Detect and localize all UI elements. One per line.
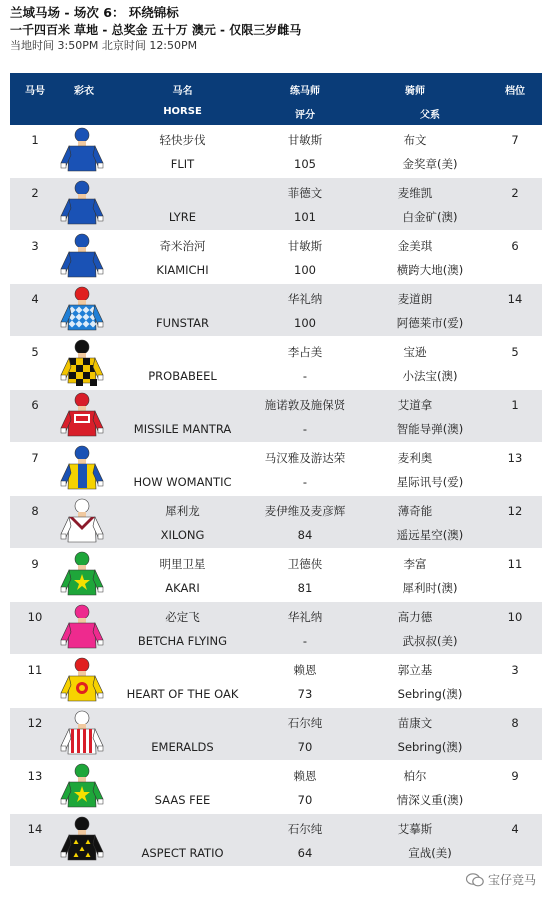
jockey-silk-icon: [58, 763, 110, 813]
table-row: [10, 284, 542, 337]
horse-name-cn: 奇米治河: [159, 239, 206, 253]
runner-number: 14: [27, 822, 43, 836]
race-time: 当地时间 3:50PM 北京时间 12:50PM: [10, 39, 198, 52]
barrier-draw: 10: [507, 610, 523, 624]
barrier-draw: 13: [507, 451, 523, 465]
horse-name-en: HEART OF THE OAK: [126, 687, 239, 701]
horse-name-cn: 明里卫星: [159, 557, 206, 571]
jockey: 布文: [403, 133, 427, 147]
rating: 100: [294, 316, 316, 330]
race-header: [10, 4, 301, 53]
jockey-silk-icon: [58, 498, 110, 548]
jockey-silk-icon: [58, 445, 110, 495]
col-num: 马号: [25, 86, 45, 97]
rating: -: [302, 475, 308, 489]
trainer: 卫德侠: [287, 557, 323, 571]
sire: 智能导弹(澳): [396, 422, 464, 436]
footer-brand: [466, 871, 536, 888]
table-row: [10, 125, 542, 178]
trainer: 施诺敦及施保贤: [264, 398, 346, 412]
trainer: 甘敏斯: [287, 239, 323, 253]
col-horse-en: HORSE: [163, 106, 202, 117]
brand-label: 宝仔竞马: [487, 873, 536, 887]
trainer: 赖恩: [293, 663, 317, 677]
jockey-silk-icon: [58, 286, 110, 336]
trainer: 李占美: [287, 345, 323, 359]
rating: -: [302, 369, 308, 383]
racecard-table: [10, 73, 542, 867]
horse-name-en: AKARI: [165, 581, 200, 595]
barrier-draw: 3: [511, 663, 519, 677]
runner-number: 4: [31, 292, 39, 306]
jockey-silk-icon: [58, 180, 110, 230]
jockey-silk-icon: [58, 339, 110, 389]
barrier-draw: 7: [511, 133, 519, 147]
col-trainer: 练马师: [290, 86, 320, 97]
sire: 白金矿(澳): [402, 210, 458, 224]
horse-name-en: ASPECT RATIO: [141, 846, 224, 860]
table-row: [10, 178, 542, 231]
horse-name-en: HOW WOMANTIC: [133, 475, 232, 489]
table-row: [10, 708, 542, 761]
horse-name-en: BETCHA FLYING: [137, 634, 228, 648]
wechat-icon: [466, 873, 484, 887]
col-draw: 档位: [505, 86, 525, 97]
table-row: [10, 655, 542, 708]
col-rating: 评分: [295, 110, 315, 121]
barrier-draw: 5: [511, 345, 519, 359]
sire: 金奖章(美): [402, 157, 458, 171]
runner-number: 3: [31, 239, 39, 253]
jockey: 麦维凯: [397, 186, 433, 200]
barrier-draw: 2: [511, 186, 519, 200]
table-row: [10, 390, 542, 443]
table-row: [10, 814, 542, 867]
runner-number: 6: [31, 398, 39, 412]
jockey: 高力德: [397, 610, 433, 624]
table-header: [10, 73, 542, 125]
rating: 84: [297, 528, 313, 542]
table-row: [10, 337, 542, 390]
horse-name-cn: 轻快步伐: [159, 133, 206, 147]
sire: 犀利时(澳): [402, 581, 458, 595]
horse-name-en: FUNSTAR: [156, 316, 209, 330]
horse-name-cn: 必定飞: [165, 610, 200, 624]
jockey: 柏尔: [403, 769, 427, 783]
horse-name-en: EMERALDS: [151, 740, 214, 754]
horse-name-en: KIAMICHI: [156, 263, 209, 277]
sire: 小法宝(澳): [402, 369, 458, 383]
sire: 宣战(美): [408, 846, 452, 860]
barrier-draw: 4: [511, 822, 519, 836]
race-title: 兰域马场 - 场次 6： 环绕锦标: [10, 5, 179, 20]
table-row: [10, 443, 542, 496]
jockey: 宝逊: [403, 345, 427, 359]
table-body: [10, 125, 542, 867]
table-row: [10, 761, 542, 814]
rating: 101: [294, 210, 316, 224]
race-details: 一千四百米 草地 - 总奖金 五十万 澳元 - 仅限三岁雌马: [10, 23, 302, 37]
rating: -: [302, 634, 308, 648]
runner-number: 13: [27, 769, 43, 783]
trainer: 菲德文: [287, 186, 323, 200]
trainer: 石尔纯: [287, 716, 323, 730]
table-row: [10, 231, 542, 284]
col-name: 马名: [172, 86, 193, 97]
jockey-silk-icon: [58, 551, 110, 601]
rating: 105: [294, 157, 316, 171]
horse-name-en: MISSILE MANTRA: [133, 422, 232, 436]
jockey: 薄奇能: [397, 504, 433, 518]
sire: Sebring(澳): [397, 740, 463, 754]
runner-number: 8: [31, 504, 39, 518]
jockey-silk-icon: [58, 127, 110, 177]
jockey: 艾道拿: [397, 398, 433, 412]
rating: 70: [297, 740, 313, 754]
col-jockey: 骑师: [405, 86, 425, 97]
jockey-silk-icon: [58, 604, 110, 654]
rating: 100: [294, 263, 316, 277]
rating: 73: [297, 687, 313, 701]
trainer: 赖恩: [293, 769, 317, 783]
trainer: 麦伊维及麦彦辉: [264, 504, 346, 518]
sire: 阿德莱市(爱): [396, 316, 464, 330]
barrier-draw: 6: [511, 239, 519, 253]
runner-number: 5: [31, 345, 39, 359]
horse-name-en: XILONG: [160, 528, 205, 542]
rating: 64: [297, 846, 313, 860]
runner-number: 12: [27, 716, 43, 730]
jockey: 麦道朗: [397, 292, 433, 306]
col-silk: 彩衣: [74, 86, 94, 97]
table-row: [10, 602, 542, 655]
trainer: 华礼纳: [287, 610, 323, 624]
sire: 武叔叔(美): [402, 634, 458, 648]
sire: 星际讯号(爱): [396, 475, 464, 489]
table-row: [10, 496, 542, 549]
jockey: 金美琪: [397, 239, 433, 253]
col-sire: 父系: [420, 110, 440, 121]
barrier-draw: 14: [507, 292, 523, 306]
runner-number: 10: [27, 610, 43, 624]
table-row: [10, 549, 542, 602]
jockey-silk-icon: [58, 710, 110, 760]
horse-name-en: SAAS FEE: [154, 793, 211, 807]
horse-name-en: PROBABEEL: [148, 369, 217, 383]
horse-name-en: LYRE: [168, 210, 197, 224]
horse-name-cn: 犀利龙: [165, 504, 200, 518]
runner-number: 2: [31, 186, 39, 200]
rating: 70: [297, 793, 313, 807]
rating: 81: [297, 581, 313, 595]
runner-number: 9: [31, 557, 39, 571]
barrier-draw: 9: [511, 769, 519, 783]
barrier-draw: 11: [507, 557, 523, 571]
jockey: 李富: [403, 557, 427, 571]
rating: -: [302, 422, 308, 436]
jockey-silk-icon: [58, 657, 110, 707]
jockey-silk-icon: [58, 816, 110, 866]
barrier-draw: 1: [511, 398, 519, 412]
jockey-silk-icon: [58, 233, 110, 283]
jockey: 艾摹斯: [397, 822, 433, 836]
jockey: 苗康文: [397, 716, 433, 730]
jockey: 郭立基: [397, 663, 433, 677]
trainer: 马汉雅及游达荣: [264, 451, 346, 465]
runner-number: 1: [31, 133, 39, 147]
sire: 情深义重(澳): [396, 793, 464, 807]
sire: 横跨大地(澳): [396, 263, 464, 277]
barrier-draw: 12: [507, 504, 523, 518]
jockey: 麦利奥: [397, 451, 433, 465]
trainer: 华礼纳: [287, 292, 323, 306]
trainer: 石尔纯: [287, 822, 323, 836]
barrier-draw: 8: [511, 716, 519, 730]
trainer: 甘敏斯: [287, 133, 323, 147]
horse-name-en: FLIT: [170, 157, 195, 171]
jockey-silk-icon: [58, 392, 110, 442]
runner-number: 11: [27, 663, 43, 677]
sire: 遥远星空(澳): [396, 528, 464, 542]
sire: Sebring(澳): [397, 687, 463, 701]
runner-number: 7: [31, 451, 39, 465]
